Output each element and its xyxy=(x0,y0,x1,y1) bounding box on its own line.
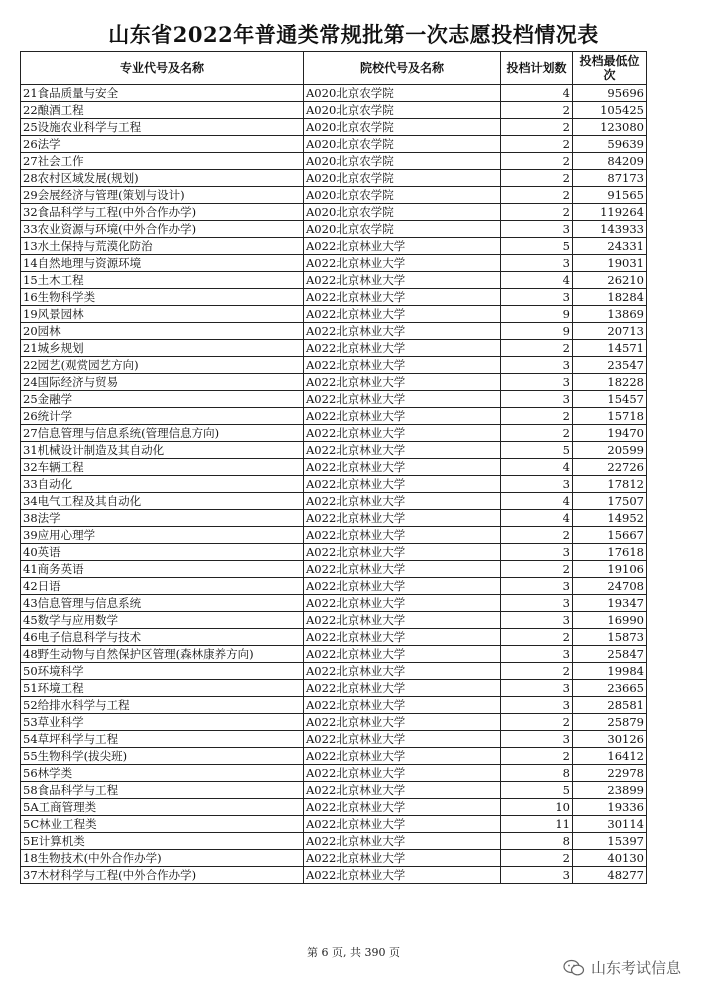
cell-min-rank: 19106 xyxy=(573,561,647,578)
header-plan-count: 投档计划数 xyxy=(501,52,573,85)
cell-major: 55生物科学(拔尖班) xyxy=(21,748,304,765)
table-row xyxy=(21,765,647,782)
cell-major: 25设施农业科学与工程 xyxy=(21,119,304,136)
cell-plan-count: 3 xyxy=(501,697,573,714)
cell-school: A022北京林业大学 xyxy=(304,680,501,697)
header-school: 院校代号及名称 xyxy=(304,52,501,85)
table-row xyxy=(21,510,647,527)
cell-min-rank: 87173 xyxy=(573,170,647,187)
cell-school: A020北京农学院 xyxy=(304,102,501,119)
cell-min-rank: 20713 xyxy=(573,323,647,340)
cell-min-rank: 19984 xyxy=(573,663,647,680)
cell-plan-count: 3 xyxy=(501,595,573,612)
table-row xyxy=(21,221,647,238)
cell-school: A022北京林业大学 xyxy=(304,374,501,391)
cell-school: A022北京林业大学 xyxy=(304,238,501,255)
cell-school: A022北京林业大学 xyxy=(304,612,501,629)
cell-school: A020北京农学院 xyxy=(304,204,501,221)
cell-school: A022北京林业大学 xyxy=(304,765,501,782)
cell-plan-count: 2 xyxy=(501,850,573,867)
cell-major: 19风景园林 xyxy=(21,306,304,323)
cell-major: 21食品质量与安全 xyxy=(21,85,304,102)
cell-plan-count: 2 xyxy=(501,136,573,153)
table-row xyxy=(21,663,647,680)
table-row xyxy=(21,697,647,714)
cell-major: 24国际经济与贸易 xyxy=(21,374,304,391)
table-row xyxy=(21,340,647,357)
cell-plan-count: 4 xyxy=(501,85,573,102)
cell-min-rank: 59639 xyxy=(573,136,647,153)
cell-plan-count: 2 xyxy=(501,340,573,357)
admission-table xyxy=(20,51,647,884)
watermark-text: 山东考试信息 xyxy=(590,959,681,977)
cell-plan-count: 3 xyxy=(501,255,573,272)
cell-plan-count: 4 xyxy=(501,272,573,289)
cell-school: A022北京林业大学 xyxy=(304,510,501,527)
table-row xyxy=(21,153,647,170)
cell-major: 27信息管理与信息系统(管理信息方向) xyxy=(21,425,304,442)
table-row xyxy=(21,748,647,765)
cell-school: A020北京农学院 xyxy=(304,85,501,102)
cell-min-rank: 84209 xyxy=(573,153,647,170)
cell-school: A022北京林业大学 xyxy=(304,289,501,306)
cell-min-rank: 19470 xyxy=(573,425,647,442)
cell-major: 50环境科学 xyxy=(21,663,304,680)
cell-school: A020北京农学院 xyxy=(304,119,501,136)
cell-plan-count: 2 xyxy=(501,187,573,204)
cell-plan-count: 2 xyxy=(501,170,573,187)
table-row xyxy=(21,833,647,850)
cell-plan-count: 9 xyxy=(501,306,573,323)
cell-plan-count: 2 xyxy=(501,561,573,578)
table-row xyxy=(21,629,647,646)
cell-plan-count: 3 xyxy=(501,646,573,663)
cell-school: A022北京林业大学 xyxy=(304,408,501,425)
cell-plan-count: 4 xyxy=(501,493,573,510)
cell-min-rank: 17812 xyxy=(573,476,647,493)
table-row xyxy=(21,255,647,272)
cell-plan-count: 2 xyxy=(501,425,573,442)
cell-school: A022北京林业大学 xyxy=(304,255,501,272)
cell-plan-count: 2 xyxy=(501,629,573,646)
cell-plan-count: 2 xyxy=(501,748,573,765)
cell-school: A020北京农学院 xyxy=(304,136,501,153)
table-row xyxy=(21,187,647,204)
cell-major: 41商务英语 xyxy=(21,561,304,578)
table-row xyxy=(21,646,647,663)
cell-major: 48野生动物与自然保护区管理(森林康养方向) xyxy=(21,646,304,663)
cell-plan-count: 2 xyxy=(501,408,573,425)
table-row xyxy=(21,527,647,544)
cell-min-rank: 15457 xyxy=(573,391,647,408)
cell-plan-count: 8 xyxy=(501,833,573,850)
cell-school: A022北京林业大学 xyxy=(304,476,501,493)
cell-school: A020北京农学院 xyxy=(304,170,501,187)
cell-school: A022北京林业大学 xyxy=(304,799,501,816)
cell-plan-count: 3 xyxy=(501,544,573,561)
table-row xyxy=(21,136,647,153)
table-row xyxy=(21,238,647,255)
table-row xyxy=(21,612,647,629)
table-row xyxy=(21,119,647,136)
cell-major: 43信息管理与信息系统 xyxy=(21,595,304,612)
cell-min-rank: 19336 xyxy=(573,799,647,816)
cell-min-rank: 91565 xyxy=(573,187,647,204)
cell-min-rank: 28581 xyxy=(573,697,647,714)
table-row xyxy=(21,544,647,561)
cell-min-rank: 17507 xyxy=(573,493,647,510)
table-row xyxy=(21,714,647,731)
cell-min-rank: 19031 xyxy=(573,255,647,272)
cell-major: 15土木工程 xyxy=(21,272,304,289)
cell-min-rank: 23547 xyxy=(573,357,647,374)
page-title: 山东省2022年普通类常规批第一次志愿投档情况表 xyxy=(108,22,599,47)
cell-major: 5A工商管理类 xyxy=(21,799,304,816)
table-row xyxy=(21,289,647,306)
cell-min-rank: 105425 xyxy=(573,102,647,119)
cell-min-rank: 17618 xyxy=(573,544,647,561)
cell-school: A022北京林业大学 xyxy=(304,527,501,544)
cell-major: 22酿酒工程 xyxy=(21,102,304,119)
cell-plan-count: 5 xyxy=(501,442,573,459)
cell-school: A022北京林业大学 xyxy=(304,782,501,799)
table-row xyxy=(21,408,647,425)
cell-school: A022北京林业大学 xyxy=(304,850,501,867)
table-row xyxy=(21,680,647,697)
cell-major: 54草坪科学与工程 xyxy=(21,731,304,748)
cell-min-rank: 15718 xyxy=(573,408,647,425)
table-row xyxy=(21,595,647,612)
cell-school: A022北京林业大学 xyxy=(304,425,501,442)
cell-school: A022北京林业大学 xyxy=(304,697,501,714)
cell-plan-count: 2 xyxy=(501,153,573,170)
cell-major: 33自动化 xyxy=(21,476,304,493)
table-row xyxy=(21,799,647,816)
cell-major: 16生物科学类 xyxy=(21,289,304,306)
cell-school: A022北京林业大学 xyxy=(304,867,501,884)
table-row xyxy=(21,323,647,340)
cell-major: 56林学类 xyxy=(21,765,304,782)
cell-major: 53草业科学 xyxy=(21,714,304,731)
table-row xyxy=(21,867,647,884)
cell-min-rank: 95696 xyxy=(573,85,647,102)
cell-min-rank: 30126 xyxy=(573,731,647,748)
cell-school: A022北京林业大学 xyxy=(304,442,501,459)
cell-major: 5E计算机类 xyxy=(21,833,304,850)
cell-school: A022北京林业大学 xyxy=(304,272,501,289)
cell-school: A022北京林业大学 xyxy=(304,493,501,510)
cell-plan-count: 3 xyxy=(501,578,573,595)
table-row xyxy=(21,493,647,510)
cell-school: A022北京林业大学 xyxy=(304,544,501,561)
cell-major: 33农业资源与环境(中外合作办学) xyxy=(21,221,304,238)
cell-min-rank: 40130 xyxy=(573,850,647,867)
page-footer: 第 6 页, 共 390 页 xyxy=(307,946,400,959)
cell-min-rank: 14952 xyxy=(573,510,647,527)
cell-min-rank: 123080 xyxy=(573,119,647,136)
table-row xyxy=(21,204,647,221)
table-row xyxy=(21,850,647,867)
cell-min-rank: 19347 xyxy=(573,595,647,612)
cell-school: A020北京农学院 xyxy=(304,153,501,170)
cell-major: 28农村区域发展(规划) xyxy=(21,170,304,187)
cell-plan-count: 3 xyxy=(501,289,573,306)
cell-plan-count: 2 xyxy=(501,527,573,544)
cell-min-rank: 20599 xyxy=(573,442,647,459)
cell-plan-count: 3 xyxy=(501,867,573,884)
cell-plan-count: 2 xyxy=(501,204,573,221)
cell-major: 37木材科学与工程(中外合作办学) xyxy=(21,867,304,884)
cell-min-rank: 25847 xyxy=(573,646,647,663)
cell-plan-count: 3 xyxy=(501,731,573,748)
cell-plan-count: 2 xyxy=(501,102,573,119)
cell-school: A022北京林业大学 xyxy=(304,663,501,680)
cell-major: 14自然地理与资源环境 xyxy=(21,255,304,272)
cell-plan-count: 5 xyxy=(501,238,573,255)
cell-major: 20园林 xyxy=(21,323,304,340)
cell-major: 26法学 xyxy=(21,136,304,153)
table-row xyxy=(21,459,647,476)
cell-min-rank: 30114 xyxy=(573,816,647,833)
cell-school: A022北京林业大学 xyxy=(304,714,501,731)
cell-major: 38法学 xyxy=(21,510,304,527)
cell-min-rank: 22726 xyxy=(573,459,647,476)
table-row xyxy=(21,442,647,459)
cell-school: A022北京林业大学 xyxy=(304,646,501,663)
cell-school: A020北京农学院 xyxy=(304,187,501,204)
cell-min-rank: 15397 xyxy=(573,833,647,850)
cell-min-rank: 48277 xyxy=(573,867,647,884)
cell-major: 52给排水科学与工程 xyxy=(21,697,304,714)
cell-school: A022北京林业大学 xyxy=(304,816,501,833)
cell-plan-count: 2 xyxy=(501,119,573,136)
cell-min-rank: 16990 xyxy=(573,612,647,629)
cell-min-rank: 143933 xyxy=(573,221,647,238)
cell-min-rank: 18284 xyxy=(573,289,647,306)
cell-major: 13水土保持与荒漠化防治 xyxy=(21,238,304,255)
cell-major: 27社会工作 xyxy=(21,153,304,170)
cell-major: 40英语 xyxy=(21,544,304,561)
table-row xyxy=(21,85,647,102)
cell-plan-count: 4 xyxy=(501,459,573,476)
table-row xyxy=(21,391,647,408)
cell-plan-count: 9 xyxy=(501,323,573,340)
cell-major: 46电子信息科学与技术 xyxy=(21,629,304,646)
cell-major: 34电气工程及其自动化 xyxy=(21,493,304,510)
cell-plan-count: 3 xyxy=(501,612,573,629)
cell-school: A022北京林业大学 xyxy=(304,561,501,578)
table-row xyxy=(21,731,647,748)
cell-school: A020北京农学院 xyxy=(304,221,501,238)
cell-plan-count: 2 xyxy=(501,714,573,731)
table-row xyxy=(21,306,647,323)
table-row xyxy=(21,578,647,595)
table-row xyxy=(21,170,647,187)
cell-plan-count: 4 xyxy=(501,510,573,527)
cell-major: 21城乡规划 xyxy=(21,340,304,357)
cell-major: 29会展经济与管理(策划与设计) xyxy=(21,187,304,204)
cell-plan-count: 5 xyxy=(501,782,573,799)
cell-school: A022北京林业大学 xyxy=(304,833,501,850)
table-row xyxy=(21,374,647,391)
cell-plan-count: 2 xyxy=(501,663,573,680)
cell-school: A022北京林业大学 xyxy=(304,731,501,748)
cell-major: 26统计学 xyxy=(21,408,304,425)
cell-plan-count: 3 xyxy=(501,374,573,391)
cell-plan-count: 3 xyxy=(501,391,573,408)
cell-min-rank: 119264 xyxy=(573,204,647,221)
cell-min-rank: 18228 xyxy=(573,374,647,391)
cell-school: A022北京林业大学 xyxy=(304,578,501,595)
cell-school: A022北京林业大学 xyxy=(304,748,501,765)
table-row xyxy=(21,816,647,833)
cell-plan-count: 11 xyxy=(501,816,573,833)
cell-major: 32食品科学与工程(中外合作办学) xyxy=(21,204,304,221)
cell-school: A022北京林业大学 xyxy=(304,357,501,374)
cell-school: A022北京林业大学 xyxy=(304,391,501,408)
cell-min-rank: 13869 xyxy=(573,306,647,323)
cell-min-rank: 15667 xyxy=(573,527,647,544)
header-major: 专业代号及名称 xyxy=(21,52,304,85)
table-header-row xyxy=(21,52,647,85)
table-row xyxy=(21,425,647,442)
cell-plan-count: 10 xyxy=(501,799,573,816)
cell-min-rank: 24708 xyxy=(573,578,647,595)
cell-major: 58食品科学与工程 xyxy=(21,782,304,799)
cell-plan-count: 3 xyxy=(501,476,573,493)
cell-min-rank: 26210 xyxy=(573,272,647,289)
cell-min-rank: 23899 xyxy=(573,782,647,799)
cell-major: 39应用心理学 xyxy=(21,527,304,544)
cell-min-rank: 22978 xyxy=(573,765,647,782)
wechat-icon xyxy=(563,959,585,977)
table-row xyxy=(21,272,647,289)
table-row xyxy=(21,357,647,374)
cell-plan-count: 8 xyxy=(501,765,573,782)
cell-school: A022北京林业大学 xyxy=(304,459,501,476)
watermark xyxy=(563,957,681,978)
table-row xyxy=(21,102,647,119)
cell-min-rank: 25879 xyxy=(573,714,647,731)
cell-min-rank: 14571 xyxy=(573,340,647,357)
cell-major: 18生物技术(中外合作办学) xyxy=(21,850,304,867)
cell-min-rank: 24331 xyxy=(573,238,647,255)
cell-plan-count: 3 xyxy=(501,680,573,697)
cell-school: A022北京林业大学 xyxy=(304,629,501,646)
cell-major: 31机械设计制造及其自动化 xyxy=(21,442,304,459)
cell-min-rank: 15873 xyxy=(573,629,647,646)
cell-major: 5C林业工程类 xyxy=(21,816,304,833)
cell-major: 22园艺(观赏园艺方向) xyxy=(21,357,304,374)
cell-major: 25金融学 xyxy=(21,391,304,408)
cell-min-rank: 23665 xyxy=(573,680,647,697)
table-row xyxy=(21,561,647,578)
cell-school: A022北京林业大学 xyxy=(304,595,501,612)
cell-school: A022北京林业大学 xyxy=(304,323,501,340)
cell-plan-count: 3 xyxy=(501,221,573,238)
cell-major: 51环境工程 xyxy=(21,680,304,697)
header-min-rank: 投档最低位次 xyxy=(573,52,647,85)
table-row xyxy=(21,476,647,493)
cell-plan-count: 3 xyxy=(501,357,573,374)
table-row xyxy=(21,782,647,799)
cell-school: A022北京林业大学 xyxy=(304,306,501,323)
cell-major: 32车辆工程 xyxy=(21,459,304,476)
cell-min-rank: 16412 xyxy=(573,748,647,765)
cell-school: A022北京林业大学 xyxy=(304,340,501,357)
cell-major: 45数学与应用数学 xyxy=(21,612,304,629)
cell-major: 42日语 xyxy=(21,578,304,595)
